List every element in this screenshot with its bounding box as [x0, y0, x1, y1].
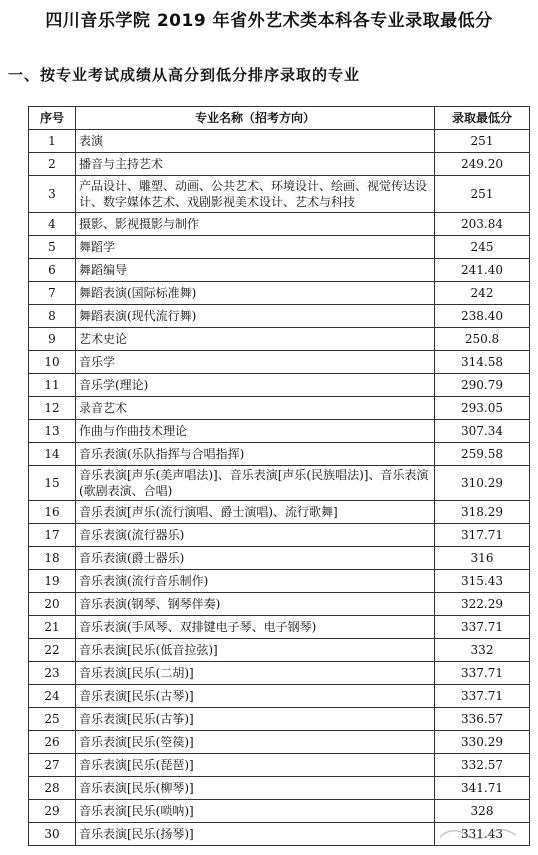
row-number: 4 — [29, 213, 76, 236]
table-row — [29, 282, 530, 305]
min-score: 328 — [435, 800, 530, 823]
row-number: 20 — [29, 593, 76, 616]
min-score: 250.8 — [435, 328, 530, 351]
min-score: 337.71 — [435, 662, 530, 685]
major-name: 舞蹈表演(国际标准舞) — [76, 282, 435, 305]
min-score: 290.79 — [435, 374, 530, 397]
min-score: 316 — [435, 547, 530, 570]
major-name: 音乐表演[声乐(流行演唱、爵士演唱)、流行歌舞] — [76, 501, 435, 524]
row-number: 16 — [29, 501, 76, 524]
row-number: 18 — [29, 547, 76, 570]
major-name: 音乐表演(流行音乐制作) — [76, 570, 435, 593]
table-header-row — [29, 107, 530, 130]
min-score: 314.58 — [435, 351, 530, 374]
table-row — [29, 130, 530, 153]
min-score: 318.29 — [435, 501, 530, 524]
table-row — [29, 305, 530, 328]
table-row — [29, 524, 530, 547]
min-score: 293.05 — [435, 397, 530, 420]
major-name: 音乐表演[民乐(低音拉弦)] — [76, 639, 435, 662]
major-name: 艺术史论 — [76, 328, 435, 351]
major-name: 音乐学 — [76, 351, 435, 374]
table-row — [29, 616, 530, 639]
min-score: 317.71 — [435, 524, 530, 547]
header-min-score: 录取最低分 — [435, 107, 530, 130]
min-score: 259.58 — [435, 443, 530, 466]
table-row — [29, 731, 530, 754]
row-number: 10 — [29, 351, 76, 374]
table-row — [29, 501, 530, 524]
row-number: 26 — [29, 731, 76, 754]
major-name: 音乐表演[民乐(柳琴)] — [76, 777, 435, 800]
major-name: 音乐表演[民乐(箜篌)] — [76, 731, 435, 754]
row-number: 9 — [29, 328, 76, 351]
major-name: 产品设计、雕塑、动画、公共艺术、环境设计、绘画、视觉传达设计、数字媒体艺术、戏剧影视美术设计、艺术与科技 — [76, 176, 435, 213]
row-number: 11 — [29, 374, 76, 397]
row-number: 3 — [29, 176, 76, 213]
table-row — [29, 593, 530, 616]
table-row — [29, 466, 530, 501]
row-number: 5 — [29, 236, 76, 259]
min-score: 242 — [435, 282, 530, 305]
table-row — [29, 374, 530, 397]
table-body — [29, 130, 530, 846]
min-score: 332 — [435, 639, 530, 662]
min-score: 203.84 — [435, 213, 530, 236]
min-score: 341.71 — [435, 777, 530, 800]
major-name: 音乐学(理论) — [76, 374, 435, 397]
row-number: 14 — [29, 443, 76, 466]
major-name: 音乐表演(手风琴、双排键电子琴、电子钢琴) — [76, 616, 435, 639]
row-number: 13 — [29, 420, 76, 443]
min-score: 241.40 — [435, 259, 530, 282]
table-row — [29, 547, 530, 570]
row-number: 30 — [29, 823, 76, 846]
min-score: 251 — [435, 176, 530, 213]
major-name: 摄影、影视摄影与制作 — [76, 213, 435, 236]
row-number: 12 — [29, 397, 76, 420]
table-row — [29, 800, 530, 823]
row-number: 28 — [29, 777, 76, 800]
row-number: 2 — [29, 153, 76, 176]
table-row — [29, 708, 530, 731]
min-score: 331.43 — [435, 823, 530, 846]
table-row — [29, 443, 530, 466]
major-name: 音乐表演(钢琴、钢琴伴奏) — [76, 593, 435, 616]
row-number: 29 — [29, 800, 76, 823]
table-row — [29, 570, 530, 593]
row-number: 27 — [29, 754, 76, 777]
row-number: 23 — [29, 662, 76, 685]
major-name: 音乐表演[民乐(古琴)] — [76, 685, 435, 708]
row-number: 25 — [29, 708, 76, 731]
row-number: 6 — [29, 259, 76, 282]
min-score: 238.40 — [435, 305, 530, 328]
major-name: 录音艺术 — [76, 397, 435, 420]
row-number: 19 — [29, 570, 76, 593]
major-name: 音乐表演[民乐(二胡)] — [76, 662, 435, 685]
page-title: 四川音乐学院 2019 年省外艺术类本科各专业录取最低分 — [45, 11, 493, 31]
major-name: 音乐表演[民乐(扬琴)] — [76, 823, 435, 846]
watermark-icon — [438, 827, 518, 841]
major-name: 舞蹈学 — [76, 236, 435, 259]
min-score: 315.43 — [435, 570, 530, 593]
header-number: 序号 — [29, 107, 76, 130]
table-row — [29, 351, 530, 374]
header-major-name: 专业名称（招考方向） — [76, 107, 435, 130]
min-score: 245 — [435, 236, 530, 259]
min-score: 307.34 — [435, 420, 530, 443]
row-number: 17 — [29, 524, 76, 547]
table-row — [29, 777, 530, 800]
table-row — [29, 213, 530, 236]
row-number: 21 — [29, 616, 76, 639]
row-number: 1 — [29, 130, 76, 153]
row-number: 24 — [29, 685, 76, 708]
section-heading: 一、按专业考试成绩从高分到低分排序录取的专业 — [8, 66, 361, 84]
row-number: 8 — [29, 305, 76, 328]
major-name: 播音与主持艺术 — [76, 153, 435, 176]
min-score: 332.57 — [435, 754, 530, 777]
major-name: 音乐表演[民乐(唢呐)] — [76, 800, 435, 823]
major-name: 音乐表演(流行器乐) — [76, 524, 435, 547]
major-name: 舞蹈编导 — [76, 259, 435, 282]
table-row — [29, 259, 530, 282]
table-row — [29, 685, 530, 708]
min-score: 249.20 — [435, 153, 530, 176]
table-row — [29, 662, 530, 685]
min-score: 336.57 — [435, 708, 530, 731]
min-score: 310.29 — [435, 466, 530, 501]
row-number: 22 — [29, 639, 76, 662]
min-score: 337.71 — [435, 616, 530, 639]
min-score: 337.71 — [435, 685, 530, 708]
major-name: 表演 — [76, 130, 435, 153]
table-row — [29, 420, 530, 443]
min-score: 330.29 — [435, 731, 530, 754]
major-name: 音乐表演(乐队指挥与合唱指挥) — [76, 443, 435, 466]
major-name: 作曲与作曲技术理论 — [76, 420, 435, 443]
table-row — [29, 397, 530, 420]
major-name: 舞蹈表演(现代流行舞) — [76, 305, 435, 328]
major-name: 音乐表演[民乐(古筝)] — [76, 708, 435, 731]
major-name: 音乐表演[声乐(美声唱法)]、音乐表演[声乐(民族唱法)]、音乐表演(歌剧表演、合唱) — [76, 466, 435, 501]
admission-score-table — [28, 106, 530, 846]
major-name: 音乐表演[民乐(琵琶)] — [76, 754, 435, 777]
row-number: 15 — [29, 466, 76, 501]
table-row — [29, 754, 530, 777]
major-name: 音乐表演(爵士器乐) — [76, 547, 435, 570]
table-row — [29, 236, 530, 259]
row-number: 7 — [29, 282, 76, 305]
table-row — [29, 328, 530, 351]
min-score: 251 — [435, 130, 530, 153]
table-row — [29, 176, 530, 213]
table-row — [29, 639, 530, 662]
min-score: 322.29 — [435, 593, 530, 616]
table-row — [29, 153, 530, 176]
